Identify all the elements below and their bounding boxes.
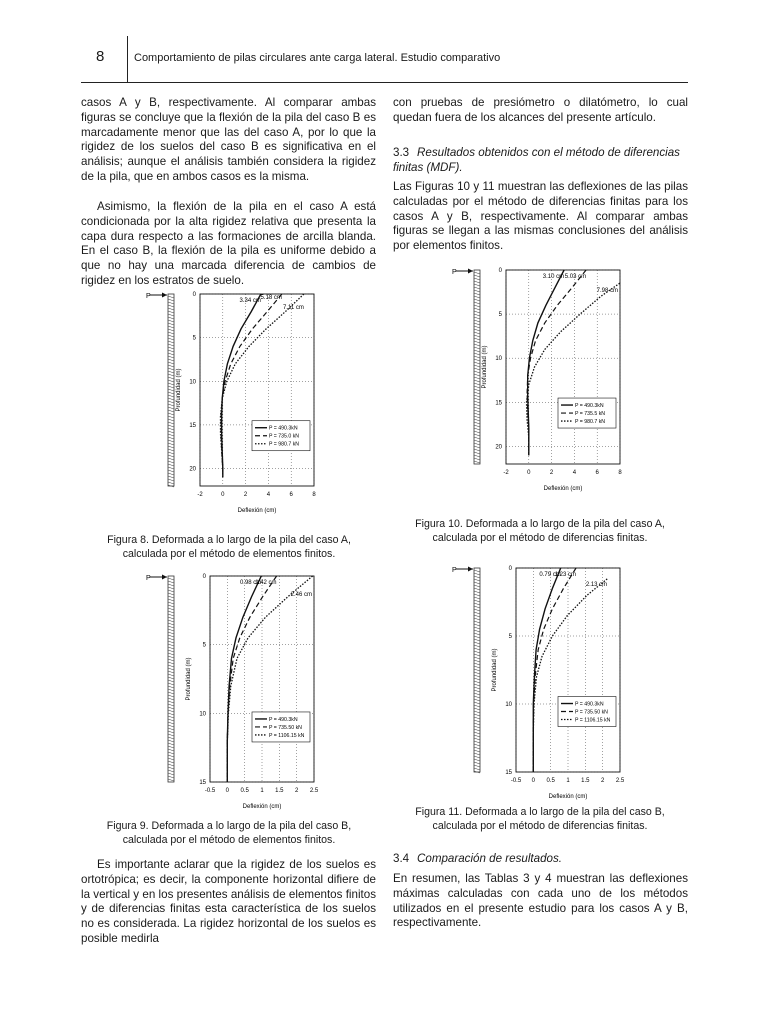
- section-3-3-title: Resultados obtenidos con el método de diferencias finitas (MDF).: [393, 146, 680, 174]
- x-axis-label: Deflexión (cm): [242, 804, 282, 810]
- y-tick-label: 5: [498, 312, 502, 319]
- max-deflection-label: 0.79 cm: [539, 572, 561, 578]
- x-tick-label: 2: [600, 778, 605, 784]
- left-paragraph-2: Asimismo, la flexión de la pila en el caso A está condicionada por la alta rigidez relativa que presenta la capa dura respecto a las formaciones de arcilla blanda. En el caso B, la flexión de la pila es uniforme debido a que no hay una marcada diferencia de cambios de rigidez en los estratos de suelo.: [81, 200, 376, 287]
- max-deflection-label: 2.46 cm: [290, 592, 312, 598]
- x-tick-label: 1.5: [275, 788, 284, 794]
- series-line-2: [227, 576, 276, 782]
- figure-10-chart: [444, 262, 644, 516]
- page-number: 8: [96, 48, 105, 65]
- y-tick-label: 10: [505, 702, 512, 708]
- plot-frame: [200, 294, 314, 486]
- x-tick-label: 0: [225, 788, 230, 794]
- x-axis-label: Deflexión (cm): [543, 486, 583, 492]
- y-tick-label: 0: [202, 574, 206, 580]
- series-line-1: [533, 568, 560, 772]
- left-paragraph-3: Es importante aclarar que la rigidez de los suelos es ortotrópica; es decir, la componente horizontal difiere de la vertical y en los presentes análisis de elementos finitos y de diferencias finitas esta característica de los suelos no es considerada. La rigidez horizontal de los suelos es posible medirla: [81, 858, 376, 945]
- max-deflection-label: 5.03 cm: [564, 274, 587, 280]
- y-tick-label: 10: [495, 356, 502, 363]
- x-tick-label: 2: [549, 470, 554, 476]
- y-axis-label: Profundidad (m): [176, 368, 182, 412]
- x-tick-label: -0.5: [510, 778, 522, 784]
- right-paragraph-3: En resumen, las Tablas 3 y 4 muestran las deflexiones máximas calculadas con cada uno de los métodos utilizados en el presente estudio para los casos A y B, respectivamente.: [393, 872, 688, 930]
- x-tick-label: 0: [527, 470, 531, 476]
- max-deflection-label: 5.18 cm: [260, 295, 282, 301]
- max-deflection-label: 2.13 cm: [585, 582, 608, 588]
- header-rule: [81, 82, 688, 83]
- header-divider: [127, 36, 128, 82]
- x-tick-label: 2: [243, 492, 248, 498]
- series-line-2: [533, 568, 576, 772]
- section-3-3-heading: [393, 146, 688, 176]
- max-deflection-label: 0.98 cm: [239, 580, 262, 586]
- section-3-4-number: 3.4: [393, 852, 410, 865]
- y-tick-label: 15: [189, 422, 196, 429]
- y-tick-label: 0: [498, 268, 502, 274]
- figure-9-chart: [138, 568, 338, 820]
- series-line-3: [533, 579, 607, 772]
- y-tick-label: 5: [508, 634, 512, 640]
- x-tick-label: 4: [266, 492, 271, 498]
- series-line-3: [227, 576, 312, 782]
- load-arrow-head: [162, 575, 167, 580]
- max-deflection-label: 1.23 cm: [554, 572, 576, 578]
- load-label: P: [146, 575, 151, 582]
- figure-9-caption: Figura 9. Deformada a lo largo de la pila del caso B, calculada por el método de elementos finitos.: [106, 820, 352, 846]
- y-axis-label: Profundidad (m): [492, 648, 498, 692]
- x-tick-label: -2: [503, 470, 509, 476]
- max-deflection-label: 1.42 cm: [255, 580, 277, 586]
- y-tick-label: 15: [199, 780, 206, 786]
- series-line-1: [227, 576, 261, 782]
- plot-frame: [506, 270, 620, 464]
- x-tick-label: 2.5: [309, 788, 319, 794]
- x-tick-label: 2.5: [615, 778, 625, 784]
- load-arrow-head: [162, 293, 167, 298]
- x-tick-label: 6: [595, 470, 599, 476]
- figure-11-chart: [444, 560, 644, 806]
- running-title: Comportamiento de pilas circulares ante carga lateral. Estudio comparativo: [134, 52, 501, 64]
- y-tick-label: 20: [189, 466, 196, 473]
- x-tick-label: 2: [294, 788, 299, 794]
- legend-entry: P = 1106.15 kN: [575, 717, 611, 724]
- series-line-3: [527, 283, 620, 455]
- legend-entry: P = 735.5 kN: [575, 411, 606, 418]
- y-tick-label: 15: [505, 770, 512, 776]
- x-tick-label: 0.5: [546, 778, 555, 784]
- y-tick-label: 20: [495, 444, 502, 451]
- max-deflection-label: 3.10 cm: [542, 274, 565, 280]
- legend-entry: P = 735.50 kN: [269, 724, 302, 731]
- legend-entry: P = 735.50 kN: [575, 709, 608, 716]
- x-axis-label: Deflexión (cm): [548, 794, 588, 800]
- x-tick-label: 0: [221, 492, 225, 498]
- max-deflection-label: 7.11 cm: [282, 305, 304, 311]
- x-tick-label: 1: [260, 788, 264, 794]
- x-axis-label: Deflexión (cm): [237, 508, 277, 514]
- load-label: P: [452, 269, 457, 276]
- x-tick-label: 1: [566, 778, 570, 784]
- y-axis-label: Profundidad (m): [186, 657, 192, 701]
- section-3-4-title: Comparación de resultados.: [417, 852, 563, 865]
- x-tick-label: 0.5: [240, 788, 249, 794]
- section-3-3-number: 3.3: [393, 146, 410, 159]
- legend-entry: P = 980.7 kN: [269, 441, 300, 448]
- figure-10-caption: Figura 10. Deformada a lo largo de la pila del caso A, calculada por el método de diferencias finitas.: [415, 518, 665, 544]
- legend-entry: P = 490.3kN: [269, 425, 298, 432]
- legend-entry: P = 490.3kN: [269, 716, 298, 723]
- legend-entry: P = 735.0 kN: [269, 433, 300, 440]
- load-label: P: [452, 567, 457, 574]
- y-tick-label: 15: [495, 400, 502, 407]
- left-paragraph-1: casos A y B, respectivamente. Al comparar ambas figuras se concluye que la flexión de la pila del caso B es marcadamente menor que las del caso A, por lo que la rigidez de los suelos del caso B es significativa en el análisis; aunque el análisis también considera la rigidez de la pila, que en ambos casos es la misma.: [81, 96, 376, 183]
- load-label: P: [146, 293, 151, 300]
- legend-entry: P = 980.7 kN: [575, 419, 606, 426]
- y-axis-label: Profundidad (m): [482, 345, 488, 389]
- load-arrow-head: [468, 567, 473, 572]
- x-tick-label: 1.5: [581, 778, 590, 784]
- legend-entry: P = 1106.15 kN: [269, 732, 305, 739]
- figure-8-chart: [138, 286, 338, 532]
- legend-entry: P = 490.3kN: [575, 403, 604, 410]
- y-tick-label: 10: [199, 711, 206, 718]
- max-deflection-label: 7.98 cm: [596, 288, 618, 294]
- right-paragraph-1: con pruebas de presiómetro o dilatómetro, lo cual quedan fuera de los alcances del presente artículo.: [393, 96, 688, 124]
- y-tick-label: 0: [508, 566, 512, 572]
- x-tick-label: 8: [618, 470, 622, 476]
- section-3-4-heading: [393, 852, 688, 867]
- figure-11-caption: Figura 11. Deformada a lo largo de la pila del caso B, calculada por el método de diferencias finitas.: [415, 806, 665, 832]
- y-tick-label: 5: [202, 642, 206, 649]
- y-tick-label: 0: [192, 292, 196, 298]
- x-tick-label: -0.5: [204, 788, 216, 794]
- x-tick-label: 4: [572, 470, 577, 476]
- x-tick-label: 8: [312, 492, 316, 498]
- figure-8-caption: Figura 8. Deformada a lo largo de la pila del caso A, calculada por el método de elementos finitos.: [107, 534, 351, 560]
- y-tick-label: 5: [192, 335, 196, 342]
- x-tick-label: -2: [197, 492, 203, 498]
- load-arrow-head: [468, 269, 473, 274]
- right-paragraph-2: Las Figuras 10 y 11 muestran las deflexiones de las pilas calculadas por el método de diferencias finitas para los casos A y B, respectivamente. Al comparar ambas figuras se llegan a las mismas conclusiones del análisis por elementos finitos.: [393, 180, 688, 253]
- x-tick-label: 6: [289, 492, 293, 498]
- x-tick-label: 0: [531, 778, 536, 784]
- y-tick-label: 10: [189, 379, 196, 386]
- legend-entry: P = 490.3kN: [575, 701, 604, 708]
- max-deflection-label: 3.34 cm: [239, 298, 261, 304]
